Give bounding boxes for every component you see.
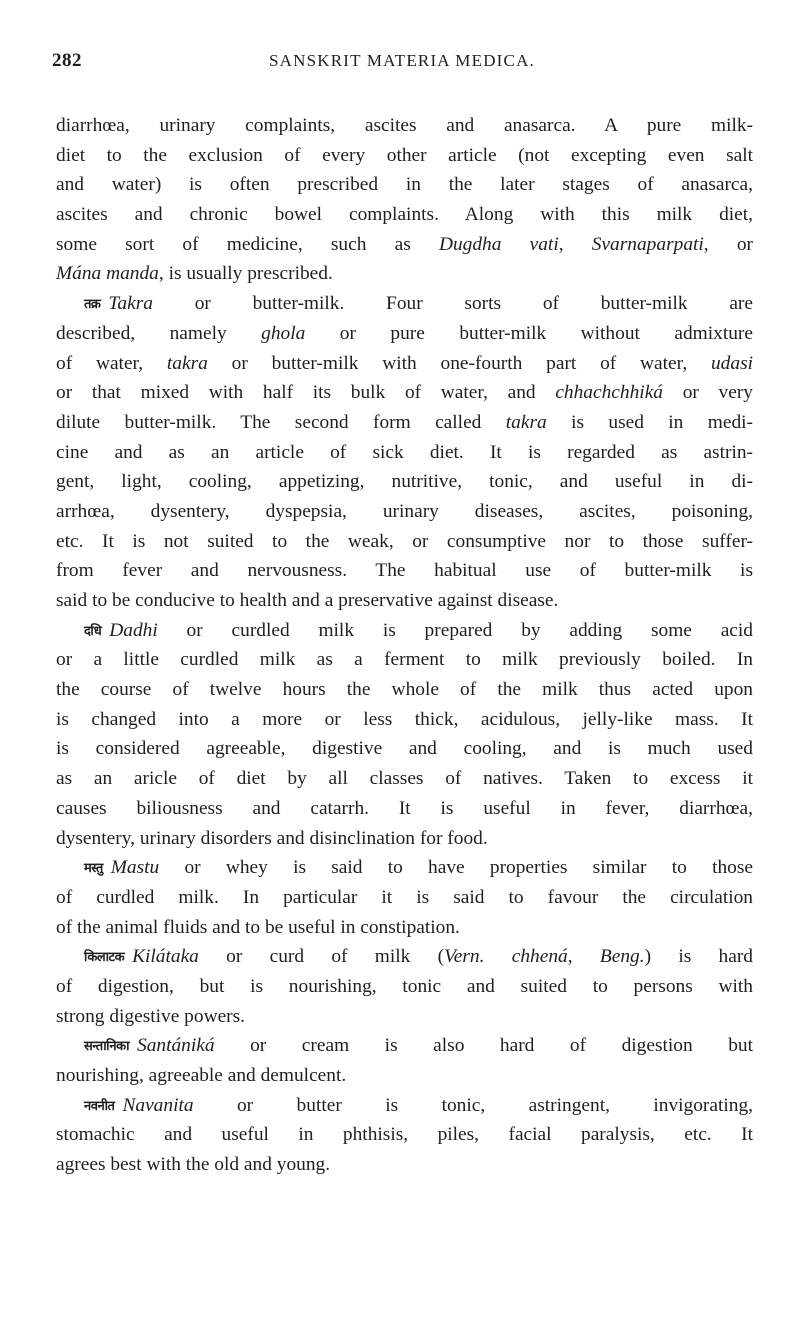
text-run: of water,: [56, 352, 167, 374]
text-line: [56, 1120, 753, 1150]
italic-term: Mána manda: [56, 263, 159, 285]
italic-term: Beng.: [599, 946, 645, 968]
text-run: ,: [558, 233, 592, 255]
text-line: [56, 141, 753, 171]
page-number: 282: [52, 50, 82, 71]
text-run: diarrhœa, urinary complaints, ascites and anasarca. A pure milk-: [56, 115, 753, 136]
text-run: said to be conducive to health and a preservative against disease.: [56, 590, 559, 611]
text-run: or cream is also hard of digestion but: [214, 1035, 753, 1057]
text-run: of digestion, but is nourishing, tonic and suited to persons with: [56, 975, 753, 997]
text-line: [56, 1002, 753, 1032]
text-line: [56, 586, 753, 616]
sanskrit-term: किलाटक: [84, 950, 125, 966]
text-line: [56, 734, 753, 764]
paragraph: [56, 1091, 753, 1180]
text-run: , or: [703, 233, 753, 255]
text-line: [56, 942, 753, 972]
sanskrit-term: सन्तानिका: [84, 1039, 130, 1055]
text-line: [56, 349, 753, 379]
text-run: described, namely: [56, 322, 262, 344]
text-run: the course of twelve hours the whole of the milk thus acted upon: [56, 679, 753, 701]
text-run: ascites and chronic bowel complaints. Along with this milk diet,: [56, 204, 753, 226]
text-run: or a little curdled milk as a ferment to milk previously boiled. In: [56, 649, 753, 671]
text-run: or butter-milk. Four sorts of butter-milk are: [152, 293, 753, 315]
text-line: [56, 824, 753, 854]
italic-term: Takra: [108, 293, 153, 315]
text-run: or pure butter-milk without admixture: [305, 322, 753, 344]
italic-term: udasi: [710, 352, 754, 374]
text-line: [56, 1150, 753, 1180]
sanskrit-term: नवनीत: [84, 1098, 115, 1114]
text-run: is used in medi-: [546, 411, 753, 433]
text-line: [56, 794, 753, 824]
text-line: [56, 111, 753, 141]
text-run: ) is hard: [644, 946, 753, 968]
sanskrit-term: मस्तु: [84, 861, 103, 877]
text-run: or curdled milk is prepared by adding some acid: [157, 619, 753, 641]
text-run: or that mixed with half its bulk of water, and: [56, 382, 556, 404]
text-run: stomachic and useful in phthisis, piles, facial paralysis, etc. It: [56, 1124, 753, 1146]
italic-term: Santániká: [137, 1035, 215, 1057]
italic-term: Vern. chhená: [444, 946, 568, 968]
text-line: [56, 438, 753, 468]
text-line: [56, 497, 753, 527]
text-run: is considered agreeable, digestive and cooling, and is much used: [56, 738, 753, 760]
sanskrit-term: दधि: [84, 623, 102, 639]
text-run: ,: [567, 946, 600, 968]
text-run: gent, light, cooling, appetizing, nutritive, tonic, and useful in di-: [56, 471, 753, 493]
text-line: [56, 913, 753, 943]
text-run: causes biliousness and catarrh. It is useful in fever, diarrhœa,: [56, 797, 753, 819]
paragraph: [56, 853, 753, 942]
italic-term: Svarnaparpati: [591, 233, 704, 255]
text-line: [56, 408, 753, 438]
italic-term: ghola: [261, 322, 306, 344]
text-line: [56, 170, 753, 200]
text-run: dilute butter-milk. The second form called: [56, 411, 506, 433]
text-line: [56, 467, 753, 497]
text-run: or whey is said to have properties similar to those: [159, 857, 753, 879]
text-run: dysentery, urinary disorders and disinclination for food.: [56, 827, 488, 849]
text-run: diet to the exclusion of every other article (not excepting even salt: [56, 144, 753, 166]
text-run: of the animal fluids and to be useful in constipation.: [56, 916, 460, 938]
text-line: [56, 616, 753, 646]
text-run: agrees best with the old and young.: [56, 1154, 331, 1176]
paragraph: [56, 111, 753, 289]
text-run: from fever and nervousness. The habitual use of butter-milk is: [56, 560, 753, 582]
paragraph: [56, 289, 753, 616]
text-run: or butter-milk with one-fourth part of water,: [207, 352, 711, 374]
text-line: [56, 556, 753, 586]
text-line: [56, 319, 753, 349]
text-run: or butter is tonic, astringent, invigorating,: [193, 1094, 753, 1116]
text-line: [56, 230, 753, 260]
italic-term: takra: [505, 411, 547, 433]
italic-term: chhachchhiká: [555, 382, 663, 404]
text-line: [56, 259, 753, 289]
text-run: cine and as an article of sick diet. It is regarded as astrin-: [56, 441, 753, 463]
text-line: [56, 853, 753, 883]
text-run: of curdled milk. In particular it is said to favour the circulation: [56, 886, 753, 908]
running-title: SANSKRIT MATERIA MEDICA.: [268, 51, 536, 70]
text-run: and water) is often prescribed in the later stages of anasarca,: [56, 174, 753, 196]
text-run: , is usually prescribed.: [158, 263, 333, 285]
text-line: [56, 675, 753, 705]
text-line: [56, 883, 753, 913]
text-line: [56, 645, 753, 675]
text-run: strong digestive powers.: [56, 1005, 246, 1027]
text-line: [56, 972, 753, 1002]
paragraph: [56, 1031, 753, 1090]
text-line: [56, 378, 753, 408]
text-run: arrhœa, dysentery, dyspepsia, urinary diseases, ascites, poisoning,: [56, 500, 753, 522]
italic-term: Dugdha vati: [438, 233, 559, 255]
paragraph: [56, 616, 753, 854]
text-run: etc. It is not suited to the weak, or consumptive nor to those suffer-: [56, 530, 753, 552]
body-text: [56, 111, 753, 1180]
text-run: or curd of milk (: [198, 946, 445, 968]
text-line: [56, 289, 753, 319]
page-header: [52, 50, 752, 80]
paragraph: [56, 942, 753, 1031]
italic-term: Dadhi: [109, 619, 158, 641]
text-run: some sort of medicine, such as: [56, 233, 439, 255]
text-line: [56, 1091, 753, 1121]
text-line: [56, 1031, 753, 1061]
italic-term: Mastu: [110, 857, 160, 879]
italic-term: takra: [166, 352, 208, 374]
italic-term: Navanita: [122, 1094, 194, 1116]
text-run: or very: [663, 382, 753, 404]
text-run: nourishing, agreeable and demulcent.: [56, 1065, 347, 1086]
text-line: [56, 200, 753, 230]
text-line: [56, 764, 753, 794]
italic-term: Kilátaka: [132, 946, 199, 968]
text-line: [56, 527, 753, 557]
text-line: [56, 1061, 753, 1091]
sanskrit-term: तक्र: [84, 297, 101, 313]
text-run: as an aricle of diet by all classes of natives. Taken to excess it: [56, 768, 753, 790]
text-run: is changed into a more or less thick, acidulous, jelly-like mass. It: [56, 708, 753, 730]
text-line: [56, 705, 753, 735]
